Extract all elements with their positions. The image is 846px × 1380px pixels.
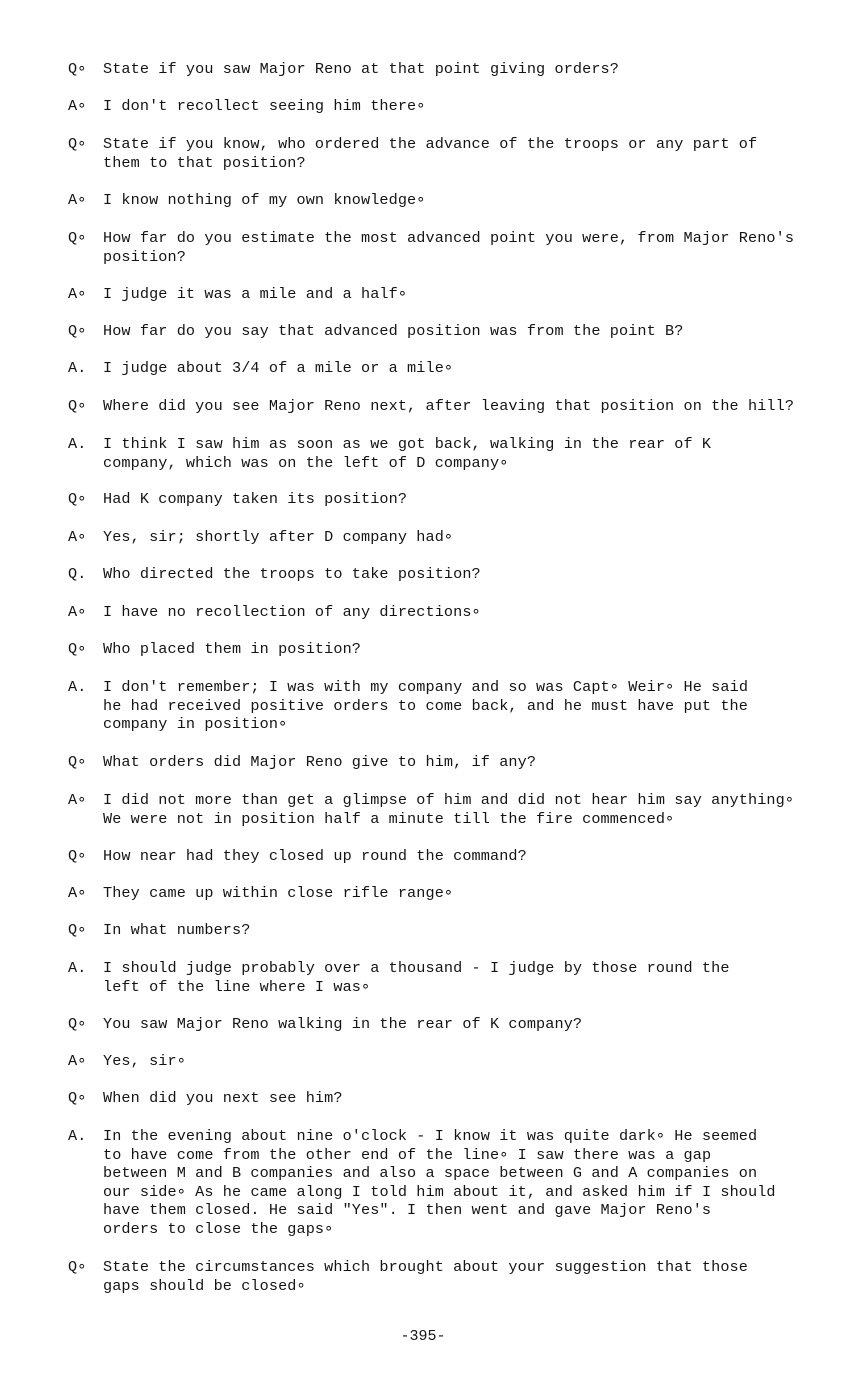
question xyxy=(68,753,808,772)
answer xyxy=(68,791,808,828)
answer xyxy=(68,285,808,304)
qa-text: I did not more than get a glimpse of him and did not hear him say anything∘ We were not in position half a minute till the fire commenced∘ xyxy=(103,791,795,828)
qa-text: In what numbers? xyxy=(103,921,251,939)
qa-text: I have no recollection of any directions∘ xyxy=(103,603,481,621)
question xyxy=(68,397,808,416)
qa-text: I judge it was a mile and a half∘ xyxy=(103,285,408,303)
qa-text: How near had they closed up round the command? xyxy=(103,847,527,865)
qa-label: A∘ xyxy=(68,791,87,809)
qa-label: A∘ xyxy=(68,191,87,209)
question xyxy=(68,1089,808,1108)
qa-label: Q∘ xyxy=(68,490,87,508)
qa-text: Yes, sir∘ xyxy=(103,1052,186,1070)
qa-label: A∘ xyxy=(68,603,87,621)
qa-text: What orders did Major Reno give to him, if any? xyxy=(103,753,537,771)
qa-label: A∘ xyxy=(68,1052,87,1070)
qa-text: State the circumstances which brought about your suggestion that those gaps should be closed∘ xyxy=(103,1258,748,1295)
question xyxy=(68,1258,808,1295)
qa-text: They came up within close rifle range∘ xyxy=(103,884,454,902)
qa-text: In the evening about nine o'clock - I know it was quite dark∘ He seemed to have come from the other end of the line∘ I saw there was a gap between M and B companies and also a space between G and A companies on our side∘ As he came along I told him about it, and asked him if I should have them closed. He said "Yes". I then went and gave Major Reno's orders to close the gaps∘ xyxy=(103,1127,776,1238)
qa-label: A∘ xyxy=(68,97,87,115)
qa-text: Had K company taken its position? xyxy=(103,490,408,508)
qa-label: Q∘ xyxy=(68,1089,87,1107)
qa-label: Q. xyxy=(68,565,87,583)
question xyxy=(68,229,808,266)
qa-text: How far do you say that advanced position was from the point B? xyxy=(103,322,684,340)
answer xyxy=(68,1052,808,1071)
answer xyxy=(68,191,808,210)
answer xyxy=(68,435,808,472)
qa-text: State if you saw Major Reno at that point giving orders? xyxy=(103,60,619,78)
qa-text: State if you know, who ordered the advance of the troops or any part of them to that position? xyxy=(103,135,758,172)
qa-label: Q∘ xyxy=(68,753,87,771)
qa-text: You saw Major Reno walking in the rear of K company? xyxy=(103,1015,583,1033)
qa-label: A∘ xyxy=(68,884,87,902)
qa-text: Who placed them in position? xyxy=(103,640,361,658)
question xyxy=(68,565,808,584)
qa-text: I should judge probably over a thousand - I judge by those round the left of the line where I was∘ xyxy=(103,959,730,996)
answer xyxy=(68,1127,808,1239)
answer xyxy=(68,97,808,116)
qa-text: How far do you estimate the most advanced point you were, from Major Reno's position? xyxy=(103,229,795,266)
qa-text: Who directed the troops to take position? xyxy=(103,565,481,583)
qa-text: I think I saw him as soon as we got back, walking in the rear of K company, which was on the left of D company∘ xyxy=(103,435,712,472)
qa-label: A∘ xyxy=(68,528,87,546)
qa-text: Yes, sir; shortly after D company had∘ xyxy=(103,528,454,546)
qa-label: A. xyxy=(68,359,87,377)
question xyxy=(68,847,808,866)
qa-label: Q∘ xyxy=(68,229,87,247)
qa-text: I know nothing of my own knowledge∘ xyxy=(103,191,426,209)
qa-text: I judge about 3/4 of a mile or a mile∘ xyxy=(103,359,454,377)
qa-label: Q∘ xyxy=(68,1258,87,1276)
qa-label: Q∘ xyxy=(68,921,87,939)
qa-label: A. xyxy=(68,1127,87,1145)
answer xyxy=(68,359,808,378)
qa-text: I don't remember; I was with my company and so was Capt∘ Weir∘ He said he had received positive orders to come back, and he must have put the company in position∘ xyxy=(103,678,749,734)
qa-label: A. xyxy=(68,959,87,977)
qa-text: Where did you see Major Reno next, after leaving that position on the hill? xyxy=(103,397,795,415)
question xyxy=(68,921,808,940)
question xyxy=(68,640,808,659)
qa-label: Q∘ xyxy=(68,322,87,340)
question xyxy=(68,1015,808,1034)
question xyxy=(68,322,808,341)
page-number: -395- xyxy=(400,1328,446,1345)
qa-text: When did you next see him? xyxy=(103,1089,343,1107)
qa-label: A∘ xyxy=(68,285,87,303)
answer xyxy=(68,528,808,547)
question xyxy=(68,135,808,172)
qa-label: Q∘ xyxy=(68,60,87,78)
question xyxy=(68,490,808,509)
question xyxy=(68,60,808,79)
qa-label: Q∘ xyxy=(68,640,87,658)
answer xyxy=(68,884,808,903)
qa-text: I don't recollect seeing him there∘ xyxy=(103,97,426,115)
answer xyxy=(68,603,808,622)
answer xyxy=(68,678,808,734)
qa-label: A. xyxy=(68,435,87,453)
qa-label: A. xyxy=(68,678,87,696)
qa-label: Q∘ xyxy=(68,847,87,865)
qa-label: Q∘ xyxy=(68,1015,87,1033)
qa-label: Q∘ xyxy=(68,397,87,415)
answer xyxy=(68,959,808,996)
qa-label: Q∘ xyxy=(68,135,87,153)
